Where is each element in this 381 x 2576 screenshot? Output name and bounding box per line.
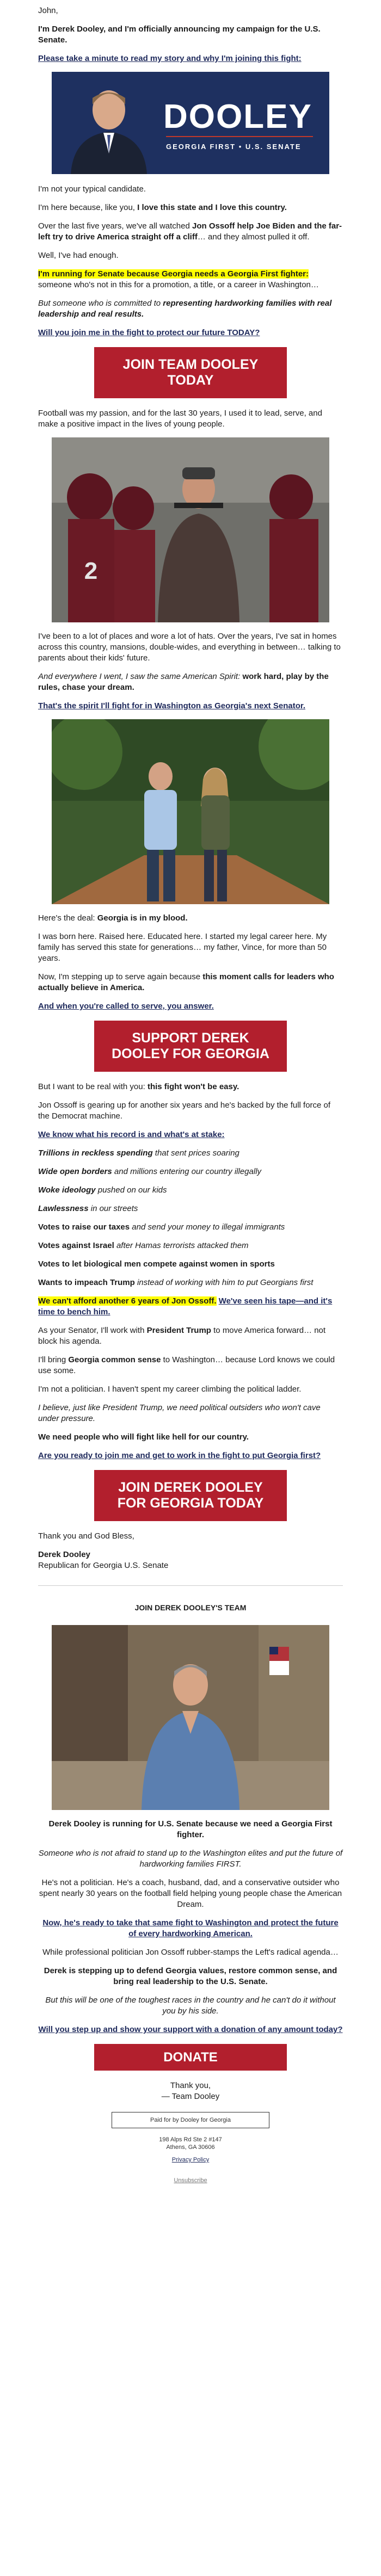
- join-fight-link[interactable]: Will you join me in the fight to protect our future TODAY?: [38, 328, 260, 337]
- join-team-dooley-button[interactable]: JOIN TEAM DOOLEY TODAY: [94, 347, 287, 398]
- years-text: Over the last five years, we've all watched Jon Ossoff help Joe Biden and the far-left try to drive America straight off a cliff… and they almost pulled it off.: [38, 221, 342, 242]
- politician-text: I'm not a politician. I haven't spent my career climbing the political ladder.: [38, 1385, 302, 1394]
- sign-name: Derek Dooley: [38, 1550, 90, 1559]
- ossoff-text: Jon Ossoff is gearing up for another six years and he's backed by the full force of the Democrat machine.: [38, 1101, 331, 1121]
- greeting: John,: [38, 6, 58, 15]
- intro-text: I'm Derek Dooley, and I'm officially announcing my campaign for the U.S. Senate.: [38, 24, 321, 45]
- join-derek-dooley-button[interactable]: JOIN DEREK DOOLEY FOR GEORGIA TODAY: [94, 1470, 287, 1521]
- stepping-text: Now, I'm stepping up to serve again because this moment calls for leaders who actually believe in America.: [38, 972, 334, 992]
- record-item: Wide open borders and millions entering our country illegally: [38, 1167, 262, 1176]
- ready-link[interactable]: Are you ready to join me and get to work in the fight to put Georgia first?: [38, 1451, 321, 1460]
- read-story-link[interactable]: Please take a minute to read my story and why I'm joining this fight:: [38, 54, 302, 63]
- senator-text: As your Senator, I'll work with President Trump to move America forward… not block his agenda.: [38, 1326, 326, 1346]
- record-item: Woke ideology pushed on our kids: [38, 1185, 167, 1195]
- banner-name: DOOLEY: [163, 98, 312, 135]
- vote-item: Votes against Israel after Hamas terrorists attacked them: [38, 1241, 249, 1250]
- address-line-2: Athens, GA 30606: [166, 2144, 215, 2151]
- sign-thanks: Thank you and God Bless,: [38, 1531, 134, 1541]
- team-while-text: While professional politician Jon Ossoff rubber-stamps the Left's radical agenda…: [42, 1948, 339, 1957]
- believe-text: I believe, just like President Trump, we need political outsiders who won't cave under pressure.: [38, 1403, 321, 1423]
- campaign-banner: [52, 72, 329, 174]
- football-text: Football was my passion, and for the last 30 years, I used it to lead, serve, and make a positive impact in the lives of young people.: [38, 409, 322, 429]
- afford-text: We can't afford another 6 years of Jon Ossoff. We've seen his tape—and it's time to bench him.: [38, 1296, 333, 1317]
- team-support-link[interactable]: Will you step up and show your support with a donation of any amount today?: [38, 2025, 343, 2034]
- real-text: But I want to be real with you: this fight won't be easy.: [38, 1082, 239, 1091]
- team-sign: — Team Dooley: [161, 2092, 220, 2101]
- bring-text: I'll bring Georgia common sense to Washington… because Lord knows we could use some.: [38, 1355, 335, 1375]
- running-text: I'm running for Senate because Georgia needs a Georgia First fighter: someone who's not in this for a promotion, a title, or a career in Washington…: [38, 269, 319, 289]
- section-divider: [38, 1585, 343, 1586]
- team-derek-text: Derek is stepping up to defend Georgia values, restore common sense, and bring real leadership to the U.S. Senate.: [44, 1966, 337, 1986]
- vote-item: Votes to let biological men compete against women in sports: [38, 1259, 275, 1269]
- team-heading: JOIN DEREK DOOLEY'S TEAM: [134, 1603, 247, 1612]
- team-running-text: Derek Dooley is running for U.S. Senate because we need a Georgia First fighter.: [48, 1819, 333, 1839]
- banner-rule: [166, 136, 313, 137]
- candidate-street-photo: [52, 1625, 329, 1810]
- address-line-1: 198 Alps Rd Ste 2 #147: [159, 2136, 222, 2143]
- called-link[interactable]: And when you're called to serve, you answer.: [38, 1002, 214, 1011]
- sign-title: Republican for Georgia U.S. Senate: [38, 1561, 169, 1570]
- need-text: We need people who will fight like hell for our country.: [38, 1432, 249, 1442]
- team-someone-text: Someone who is not afraid to stand up to the Washington elites and put the future of hardworking families FIRST.: [38, 1849, 343, 1869]
- born-text: I was born here. Raised here. Educated here. I started my legal career here. My family has served this state for generations… my father, Vince, for more than 50 years.: [38, 932, 327, 963]
- record-item: Trillions in reckless spending that sent prices soaring: [38, 1148, 239, 1158]
- support-derek-dooley-button[interactable]: SUPPORT DEREK DOOLEY FOR GEORGIA: [94, 1021, 287, 1072]
- spirit-link[interactable]: That's the spirit I'll fight for in Washington as Georgia's next Senator.: [38, 701, 306, 711]
- committed-text: But someone who is committed to representing hardworking families with real leadership and real results.: [38, 299, 332, 319]
- paid-for-box: Paid for by Dooley for Georgia: [112, 2112, 269, 2128]
- donate-button[interactable]: DONATE: [94, 2044, 287, 2071]
- email-body: [38, 0, 343, 2186]
- football-sideline-photo: [52, 437, 329, 622]
- team-toughest-text: But this will be one of the toughest races in the country and he can't do it without you by his side.: [45, 1996, 336, 2016]
- deal-text: Here's the deal: Georgia is in my blood.: [38, 913, 188, 923]
- couple-walking-photo: [52, 719, 329, 904]
- hats-text: I've been to a lot of places and wore a lot of hats. Over the years, I've sat in homes across this country, mansions, double-wides, and everything in between… talking to parents about their kids' future.: [38, 632, 341, 663]
- bench-link[interactable]: We've seen his tape—and it's time to bench him.: [38, 1296, 333, 1317]
- unsubscribe-link[interactable]: Unsubscribe: [174, 2177, 207, 2184]
- privacy-policy-link[interactable]: Privacy Policy: [171, 2157, 210, 2163]
- team-now-link[interactable]: Now, he's ready to take that same fight to Washington and protect the future of every hardworking American.: [42, 1918, 339, 1938]
- vote-item: Votes to raise our taxes and send your money to illegal immigrants: [38, 1222, 285, 1232]
- svg-text:2: 2: [84, 558, 98, 584]
- banner-tagline: GEORGIA FIRST • U.S. SENATE: [166, 143, 302, 151]
- here-text: I'm here because, like you, I love this state and I love this country.: [38, 203, 287, 212]
- record-item: Lawlessness in our streets: [38, 1204, 138, 1213]
- team-coach-text: He's not a politician. He's a coach, husband, dad, and a conservative outsider who spent nearly 30 years on the football field helping young people chase the American Dream.: [39, 1878, 342, 1909]
- spirit-text: And everywhere I went, I saw the same American Spirit: work hard, play by the rules, chase your dream.: [38, 672, 329, 692]
- record-link[interactable]: We know what his record is and what's at stake:: [38, 1130, 225, 1139]
- team-thanks: Thank you,: [170, 2081, 211, 2090]
- vote-item: Wants to impeach Trump instead of working with him to put Georgians first: [38, 1278, 314, 1287]
- enough-text: Well, I've had enough.: [38, 251, 119, 260]
- typical-text: I'm not your typical candidate.: [38, 184, 146, 194]
